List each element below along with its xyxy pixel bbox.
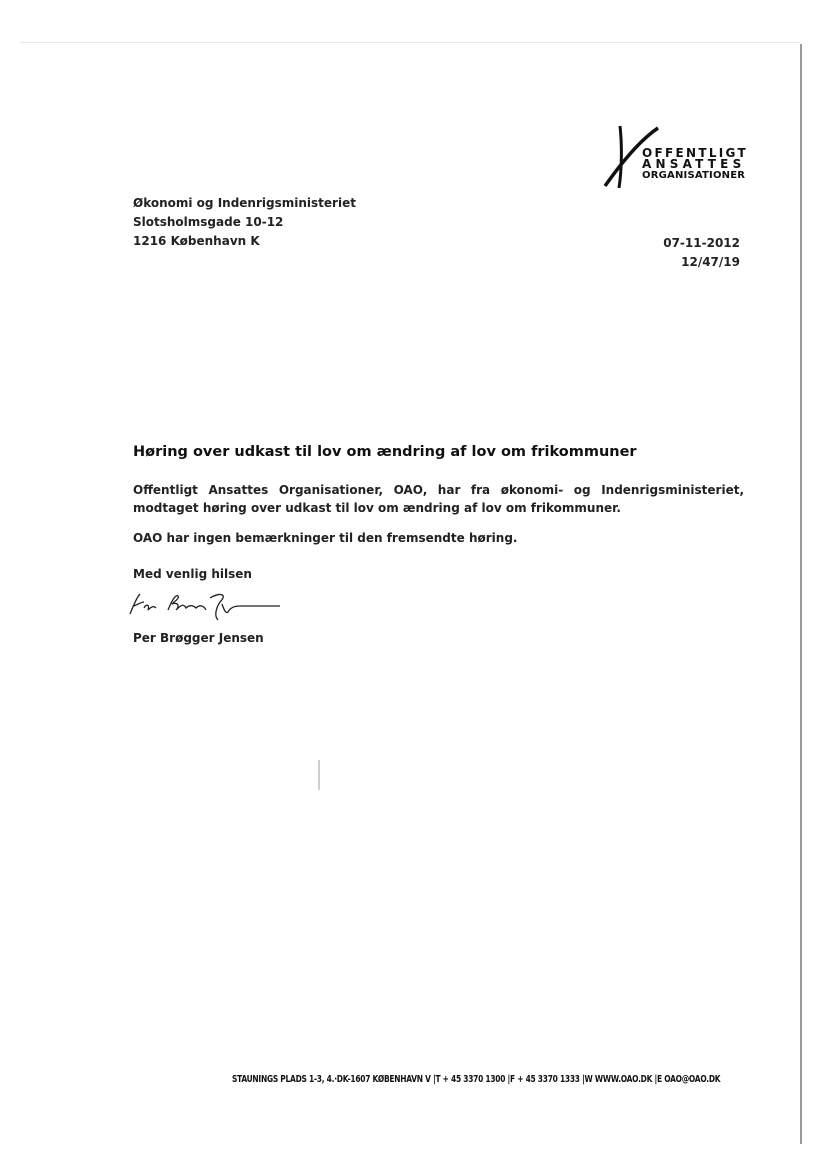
footer-contact: STAUNINGS PLADS 1-3, 4.·DK-1607 KØBENHAVN V |T + 45 3370 1300 |F + 45 3370 1333 |W WWW.OAO.DK |E OAO@OAO.DK: [232, 1074, 721, 1085]
recipient-name: Økonomi og Indenrigsministeriet: [133, 196, 356, 210]
recipient-street: Slotsholmsgade 10-12: [133, 215, 284, 229]
letter-heading: Høring over udkast til lov om ændring af lov om frikommuner: [133, 444, 637, 460]
handwritten-signature: [124, 584, 284, 624]
logo-line-3: ORGANISATIONER: [642, 170, 746, 181]
letter-body: [133, 481, 744, 559]
logo-line-1: OFFENTLIGT: [642, 146, 748, 160]
recipient-city: 1216 København K: [133, 234, 260, 248]
scan-edge-top: [20, 42, 800, 43]
letter-date: 07-11-2012: [663, 236, 740, 250]
recipient-address: [133, 194, 356, 251]
signer-name: Per Brøgger Jensen: [133, 631, 264, 645]
reference-number: 12/47/19: [681, 255, 740, 269]
date-block: [663, 234, 740, 272]
oao-logo-text: [642, 148, 748, 181]
logo-line-2: ANSATTES: [642, 157, 746, 171]
body-paragraph-1: Offentligt Ansattes Organisationer, OAO, har fra økonomi- og Indenrigsministeriet, modtaget høring over udkast til lov om ændring af lov om frikommuner.: [133, 483, 744, 515]
body-paragraph-2: OAO har ingen bemærkninger til den fremsendte høring.: [133, 531, 518, 545]
closing-salutation: Med venlig hilsen: [133, 567, 252, 581]
oao-logo: [600, 122, 750, 192]
scan-edge-right: [800, 44, 802, 1144]
scan-artifact: [318, 760, 320, 790]
